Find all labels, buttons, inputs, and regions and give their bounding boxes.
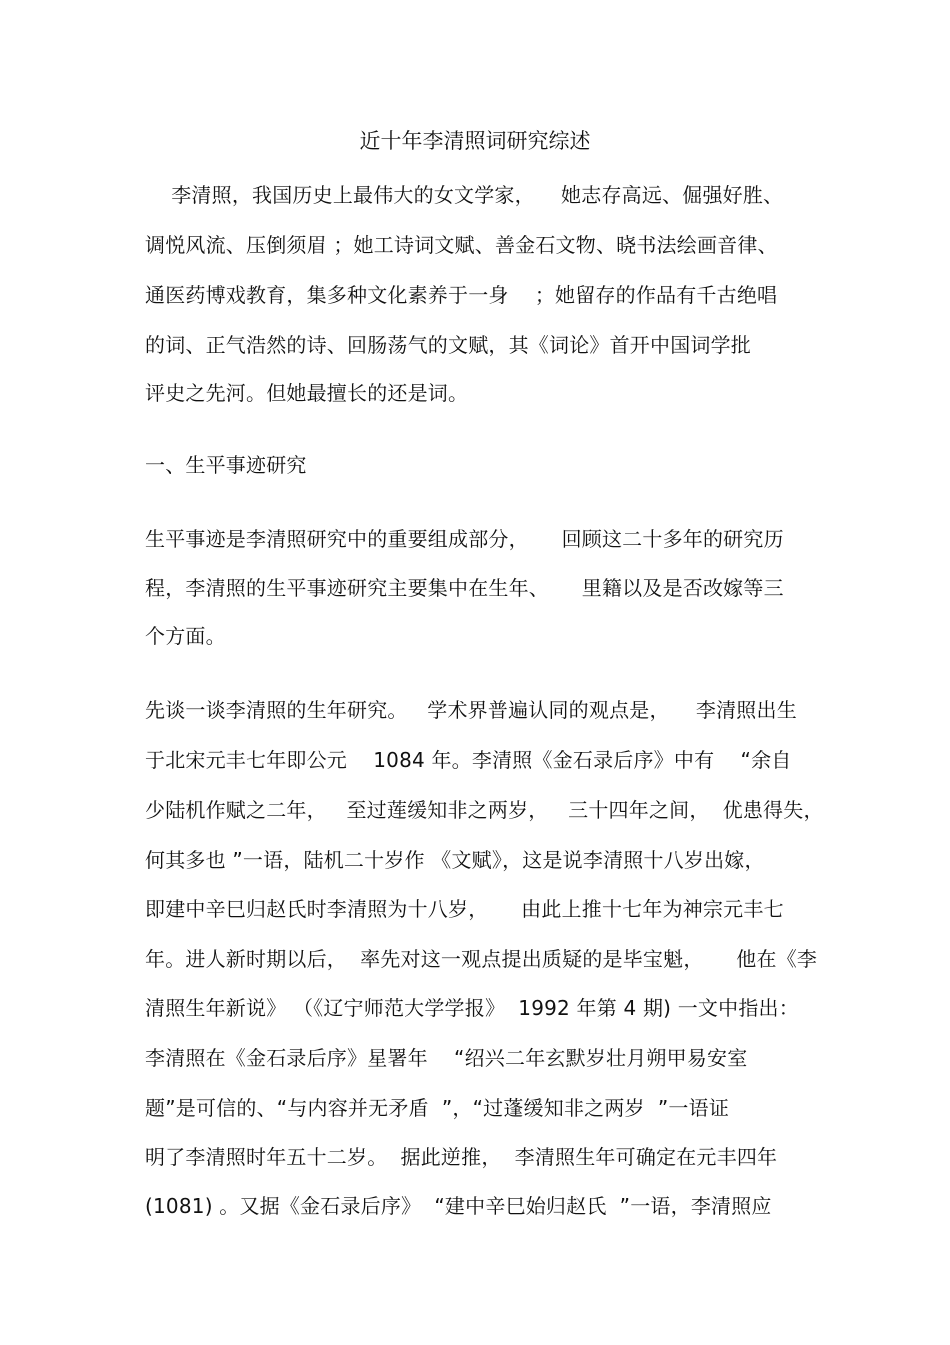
section1-para2-line-3: 少陆机作赋之二年， 至过莲缓知非之两岁， 三十四年之间， 优患得失，: [145, 798, 824, 822]
intro-line-2: 调悦风流、压倒须眉 ；她工诗词文赋、善金石文物、晓书法绘画音律、: [145, 233, 778, 257]
section1-para2-line-8: 李清照在《金石录后序》星署年 “绍兴二年玄默岁壮月朔甲易安室: [145, 1046, 748, 1070]
section1-para2-line-2: 于北宋元丰七年即公元 1084 年。李清照《金石录后序》中有 “余自: [145, 748, 792, 772]
section1-para2-line-10: 明了李清照时年五十二岁。 据此逆推， 李清照生年可确定在元丰四年: [145, 1145, 778, 1169]
intro-line-5: 评史之先河。但她最擅长的还是词。: [145, 381, 469, 405]
section1-para1-line-3: 个方面。: [145, 624, 226, 648]
intro-line-1: 李清照，我国历史上最伟大的女文学家， 她志存高远、倔强好胜、: [145, 183, 784, 207]
section1-para1-line-2: 程，李清照的生平事迹研究主要集中在生年、 里籍以及是否改嫁等三: [145, 576, 784, 600]
section-heading: 一、生平事迹研究: [145, 453, 307, 477]
section1-para2-line-9: 题”是可信的、“与内容并无矛盾 ”，“过蓬缓知非之两岁 ”一语证: [145, 1096, 730, 1120]
section1-para2-line-7: 清照生年新说》 （《辽宁师范大学学报》 1992 年第 4 期) 一文中指出：: [145, 996, 799, 1020]
document-title: 近十年李清照词研究综述: [359, 129, 591, 153]
section1-para2-line-6: 年。进人新时期以后， 率先对这一观点提出质疑的是毕宝魁， 他在《李: [145, 947, 818, 971]
intro-line-4: 的词、正气浩然的诗、回肠荡气的文赋，其《词论》首开中国词学批: [145, 333, 751, 357]
intro-line-3: 通医药博戏教育，集多种文化素养于一身 ；她留存的作品有千古绝唱: [145, 283, 778, 307]
section1-para2-line-4: 何其多也 ”一语，陆机二十岁作 《文赋》，这是说李清照十八岁出嫁，: [145, 848, 765, 872]
section1-para1-line-1: 生平事迹是李清照研究中的重要组成部分， 回顾这二十多年的研究历: [145, 527, 784, 551]
section1-para2-line-1: 先谈一谈李清照的生年研究。 学术界普遍认同的观点是， 李清照出生: [145, 698, 797, 722]
section1-para2-line-5: 即建中辛巳归赵氏时李清照为十八岁， 由此上推十七年为神宗元丰七: [145, 897, 784, 921]
section1-para2-line-11: (1081) 。又据《金石录后序》 “建中辛巳始归赵氏 ”一语，李清照应: [145, 1194, 772, 1218]
